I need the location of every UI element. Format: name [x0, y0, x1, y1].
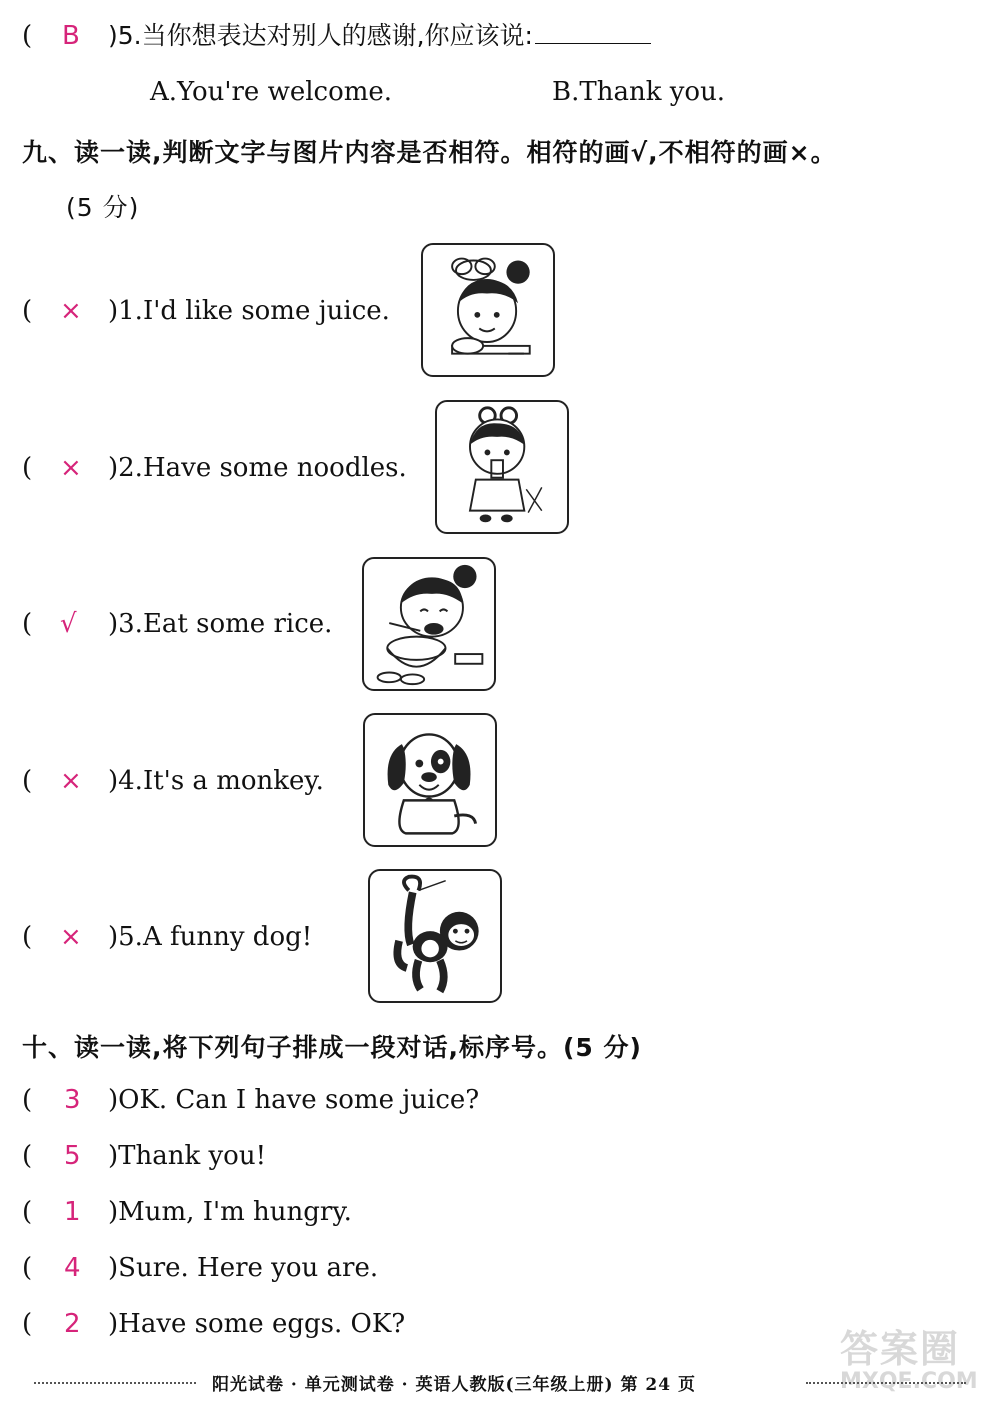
paren-open: (	[22, 296, 33, 326]
footer-text: 阳光试卷 · 单元测试卷 · 英语人教版(三年级上册) 第 24 页	[212, 1375, 697, 1395]
answer-mark: ×	[60, 766, 82, 796]
paren-open: (	[22, 1309, 33, 1339]
option-a: A.You're welcome.	[150, 77, 393, 107]
dialogue-line: )Thank you!	[108, 1141, 267, 1171]
girl-chef-cake-picture	[421, 243, 555, 377]
order-number: 1	[64, 1197, 81, 1227]
paren-open: (	[22, 766, 33, 796]
dialogue-line: )OK. Can I have some juice?	[108, 1085, 480, 1115]
answer-mark: √	[60, 609, 77, 639]
dialogue-line: )Have some eggs. OK?	[108, 1309, 406, 1339]
page-footer	[0, 1368, 1000, 1396]
section9-title: 九、读一读,判断文字与图片内容是否相符。相符的画√,不相符的画×。	[22, 138, 837, 167]
watermark-line2: MXQE.COM	[840, 1369, 978, 1394]
paren-open: (	[22, 922, 33, 952]
answer-blank	[535, 21, 651, 44]
footer-dots-right	[806, 1382, 966, 1384]
answer-mark: ×	[60, 296, 82, 326]
watermark	[840, 1318, 1000, 1412]
order-number: 5	[64, 1141, 81, 1171]
q8-item-5	[22, 20, 32, 52]
item-text: )1.I'd like some juice.	[108, 296, 390, 326]
section10-title: 十、读一读,将下列句子排成一段对话,标序号。(5 分)	[22, 1033, 642, 1062]
paren-open: (	[22, 1197, 33, 1227]
answer-mark: ×	[60, 453, 82, 483]
girl-drinking-juice-picture	[435, 400, 569, 534]
answer-mark: B	[62, 21, 80, 51]
paren-open: (	[22, 453, 33, 483]
watermark-line1: 答案圈	[840, 1327, 961, 1371]
dialogue-line: )Mum, I'm hungry.	[108, 1197, 352, 1227]
paren-open: (	[22, 1141, 33, 1171]
paren-open: (	[22, 1085, 33, 1115]
girl-eating-rice-picture	[362, 557, 496, 691]
order-number: 3	[64, 1085, 81, 1115]
item-text: )5.A funny dog!	[108, 922, 313, 952]
item-text: )2.Have some noodles.	[108, 453, 407, 483]
order-number: 4	[64, 1253, 81, 1283]
question-text	[108, 20, 651, 52]
item-text: )3.Eat some rice.	[108, 609, 333, 639]
paren-open: (	[22, 21, 33, 51]
option-b: B.Thank you.	[552, 77, 726, 107]
dialogue-line: )Sure. Here you are.	[108, 1253, 379, 1283]
section9-score: (5 分)	[66, 193, 140, 222]
question-number: )5.	[108, 21, 142, 50]
monkey-picture	[368, 869, 502, 1003]
paren-open: (	[22, 609, 33, 639]
answer-mark: ×	[60, 922, 82, 952]
dog-picture	[363, 713, 497, 847]
footer-dots-left	[34, 1382, 196, 1384]
question-prompt: 当你想表达对别人的感谢,你应该说:	[141, 21, 533, 50]
item-text: )4.It's a monkey.	[108, 766, 324, 796]
paren-open: (	[22, 1253, 33, 1283]
order-number: 2	[64, 1309, 81, 1339]
